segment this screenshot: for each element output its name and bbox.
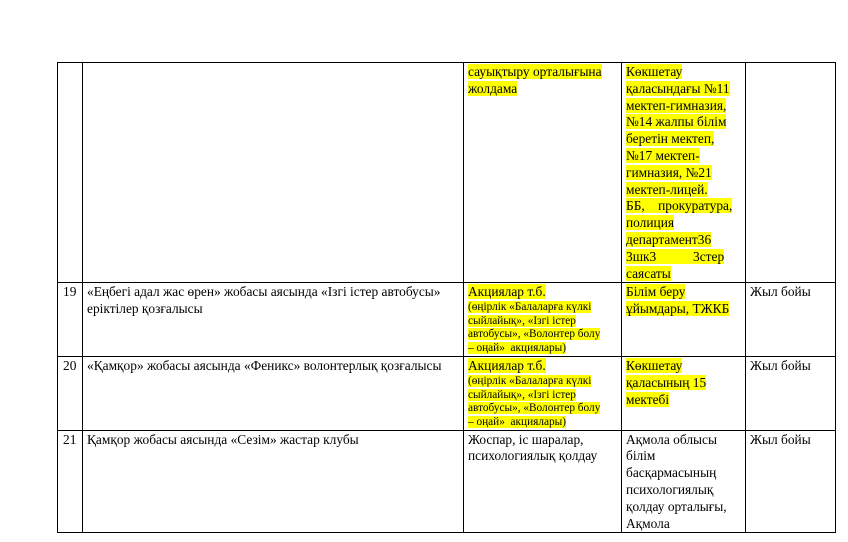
- responsible-line: білім: [626, 448, 656, 464]
- responsible-line: департамент36: [626, 231, 712, 247]
- table-row: [58, 283, 836, 357]
- form-cell: [464, 63, 622, 283]
- responsible-cell: [622, 357, 746, 430]
- form-cell: [464, 283, 622, 357]
- responsible-line: Ақмола: [626, 515, 670, 531]
- responsible-line: мектеп-гимназия,: [626, 97, 727, 113]
- event-cell: Қамқор жобасы аясында «Сезім» жастар клубы: [83, 430, 464, 533]
- responsible-line: қолдау орталығы,: [626, 498, 727, 514]
- form-detail-line: (өңірлік «Балаларға күлкі: [468, 375, 592, 388]
- responsible-line: 3шк3 3стер: [626, 248, 725, 264]
- responsible-line: ББ, прокуратура,: [626, 198, 733, 214]
- period-cell: Жыл бойы: [746, 283, 836, 357]
- responsible-line: саясаты: [626, 265, 671, 281]
- form-detail-line: автобусы», «Волонтер болу: [468, 402, 601, 415]
- form-line: жолдама: [468, 80, 518, 96]
- form-cell: [464, 430, 622, 533]
- form-detail-line: (өңірлік «Балаларға күлкі: [468, 301, 592, 314]
- period-cell: [746, 63, 836, 283]
- row-number: 21: [58, 430, 83, 533]
- responsible-line: Білім беру: [626, 284, 686, 300]
- table-row: [58, 357, 836, 430]
- event-cell: [83, 63, 464, 283]
- responsible-line: қаласындағы №11: [626, 80, 730, 96]
- form-line: сауықтыру орталығына: [468, 64, 602, 79]
- period-cell: Жыл бойы: [746, 357, 836, 430]
- form-detail-line: – оңай» акциялары): [468, 341, 566, 354]
- responsible-line: полиция: [626, 215, 675, 231]
- form-cell: [464, 357, 622, 430]
- responsible-line: Көкшетау: [626, 64, 683, 79]
- form-detail-line: – оңай» акциялары): [468, 415, 566, 428]
- table-row: [58, 63, 836, 283]
- row-number: [58, 63, 83, 283]
- responsible-line: Ақмола облысы: [626, 431, 717, 447]
- row-number: 20: [58, 357, 83, 430]
- event-cell: «Еңбегі адал жас өрен» жобасы аясында «Ізгі істер автобусы» еріктілер қозғалысы: [83, 283, 464, 357]
- responsible-line: ұйымдары, ТЖКБ: [626, 301, 730, 317]
- responsible-line: психологиялық: [626, 481, 714, 497]
- event-cell: «Қамқор» жобасы аясында «Феникс» волонтерлық қозғалысы: [83, 357, 464, 430]
- responsible-cell: [622, 63, 746, 283]
- form-detail-line: автобусы», «Волонтер болу: [468, 328, 601, 341]
- period-cell: Жыл бойы: [746, 430, 836, 533]
- form-title: Акциялар т.б.: [468, 284, 546, 300]
- row-number: 19: [58, 283, 83, 357]
- responsible-line: №17 мектеп-: [626, 147, 700, 163]
- table-row: [58, 430, 836, 533]
- form-line: психологиялық қолдау: [468, 448, 598, 464]
- responsible-line: қаласының 15: [626, 375, 707, 391]
- responsible-line: Көкшетау: [626, 358, 683, 374]
- responsible-cell: [622, 430, 746, 533]
- responsible-line: басқармасының: [626, 465, 717, 481]
- events-table: [57, 62, 836, 533]
- form-line: Жоспар, іс шаралар,: [468, 431, 584, 447]
- responsible-line: №14 жалпы білім: [626, 114, 727, 130]
- form-detail-line: сыйлайық», «Ізгі істер: [468, 314, 576, 327]
- responsible-line: беретін мектеп,: [626, 131, 715, 147]
- responsible-line: мектеп-лицей.: [626, 181, 708, 197]
- form-detail-line: сыйлайық», «Ізгі істер: [468, 388, 576, 401]
- responsible-line: мектебі: [626, 391, 670, 407]
- responsible-line: гимназия, №21: [626, 164, 712, 180]
- responsible-cell: [622, 283, 746, 357]
- form-title: Акциялар т.б.: [468, 358, 546, 374]
